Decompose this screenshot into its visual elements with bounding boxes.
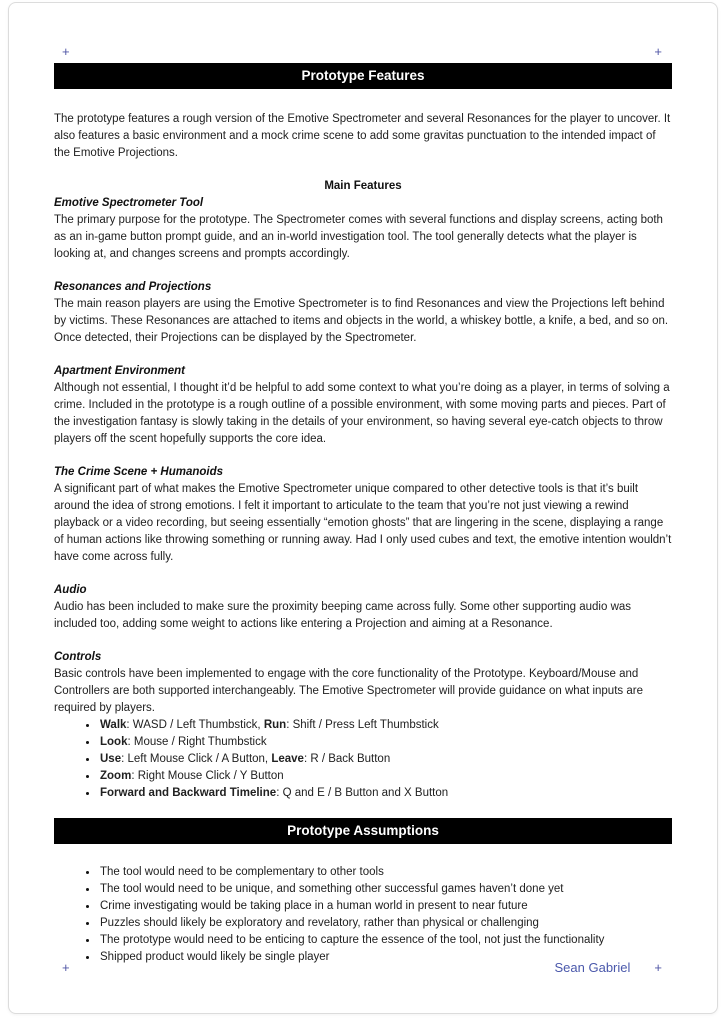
section-apartment-environment xyxy=(54,363,672,448)
bullet-text: The tool would need to be unique, and something other successful games haven’t done yet xyxy=(100,883,564,895)
footer-author: Sean Gabriel xyxy=(554,960,631,975)
assumptions-banner-title: Prototype Assumptions xyxy=(287,823,439,838)
margin-marker-bottom-left-icon: + xyxy=(62,960,70,975)
bullet-text: : R / Back Button xyxy=(303,753,391,765)
bullet-item xyxy=(98,915,672,932)
bullet-term: Leave xyxy=(271,753,304,765)
bullet-text: Shipped product would likely be single player xyxy=(100,951,330,963)
bullet-term: Walk xyxy=(100,719,127,731)
bullet-text: : Left Mouse Click / A Button, xyxy=(121,753,272,765)
bullet-text: : WASD / Left Thumbstick, xyxy=(126,719,264,731)
bullet-text: : Right Mouse Click / Y Button xyxy=(131,770,284,782)
top-margin-markers xyxy=(54,45,672,59)
section-title: Emotive Spectrometer Tool xyxy=(54,197,204,209)
margin-marker-top-right-icon: + xyxy=(654,44,662,59)
section-title: Apartment Environment xyxy=(54,365,185,377)
section-title: Controls xyxy=(54,651,102,663)
bullet-item xyxy=(98,785,672,802)
section-crime-scene-humanoids xyxy=(54,464,672,566)
bullet-item xyxy=(98,898,672,915)
bullet-item xyxy=(98,881,672,898)
margin-marker-bottom-right-icon: + xyxy=(654,960,662,975)
bullet-item xyxy=(98,864,672,881)
document-page xyxy=(8,2,718,1014)
bullet-term: Zoom xyxy=(100,770,132,782)
bullet-item xyxy=(98,932,672,949)
section-title: The Crime Scene + Humanoids xyxy=(54,466,224,478)
bullet-text: Puzzles should likely be exploratory and revelatory, rather than physical or challenging xyxy=(100,917,539,929)
section-resonances-and-projections xyxy=(54,279,672,347)
section-body: The main reason players are using the Emotive Spectrometer is to find Resonances and view the Projections left behind by victims. These Resonances are attached to items and objects in the world, a whiskey bottle, a knife, a bed, and so on. Once detected, their Projections can be displayed by the Spectrometer. xyxy=(54,298,669,344)
intro-paragraph: The prototype features a rough version of the Emotive Spectrometer and several Resonances for the player to uncover. It also features a basic environment and a mock crime scene to add some gravitas punctuation to the intended impact of the Emotive Projections. xyxy=(54,113,671,159)
bullet-item xyxy=(98,751,672,768)
bullet-term: Look xyxy=(100,736,128,748)
bullet-text: : Mouse / Right Thumbstick xyxy=(127,736,267,748)
assumptions-bullet-list xyxy=(54,864,672,966)
bullet-term: Run xyxy=(263,719,287,731)
section-body: Although not essential, I thought it’d be helpful to add some context to what you’re doing as a player, in terms of solving a crime. Included in the prototype is a rough outline of a possible environment, with some moving parts and pieces. Part of the investigation fantasy is slowly taking in the details of your environment, so having several eye-catch objects to throw players off the scent hopefully supports the core idea. xyxy=(54,382,670,445)
section-body: A significant part of what makes the Emotive Spectrometer unique compared to other detective tools is that it’s built around the idea of strong emotions. I felt it important to articulate to the team that you’re not just viewing a rewind playback or a video recording, but seeing essentially “emotion ghosts” that are lingering in the scene, displaying a range of human actions like throwing something or running away. Had I only used cubes and text, the emotive intention wouldn’t have come across fully. xyxy=(54,483,672,563)
bullet-text: Crime investigating would be taking place in a human world in present to near future xyxy=(100,900,528,912)
bullet-text: : Q and E / B Button and X Button xyxy=(276,787,449,799)
section-body: Basic controls have been implemented to engage with the core functionality of the Prototype. Keyboard/Mouse and Controllers are both supported interchangeably. The Emotive Spectrometer will provide guidance on what inputs are required by players. xyxy=(54,668,643,714)
section-audio xyxy=(54,582,672,633)
bullet-item xyxy=(98,717,672,734)
section-body: The primary purpose for the prototype. The Spectrometer comes with several functions and display screens, acting both as an in-game button prompt guide, and an in-world investigation tool. The tool generally detects what the player is looking at, and changes screens and prompts accordingly. xyxy=(54,214,663,260)
bullet-term: Forward and Backward Timeline xyxy=(100,787,277,799)
features-banner-title: Prototype Features xyxy=(301,68,425,83)
section-emotive-spectrometer-tool xyxy=(54,195,672,263)
controls-bullet-list xyxy=(54,717,672,802)
assumptions-banner xyxy=(54,818,672,844)
bullet-term: Use xyxy=(100,753,122,765)
features-banner xyxy=(54,63,672,89)
section-title: Audio xyxy=(54,584,87,596)
bullet-item xyxy=(98,734,672,751)
main-features-heading: Main Features xyxy=(324,180,402,192)
section-controls xyxy=(54,649,672,717)
bullet-text: The prototype would need to be enticing to capture the essence of the tool, not just the functionality xyxy=(100,934,605,946)
bullet-text: : Shift / Press Left Thumbstick xyxy=(286,719,439,731)
bullet-text: The tool would need to be complementary to other tools xyxy=(100,866,384,878)
page-footer xyxy=(54,960,672,975)
section-title: Resonances and Projections xyxy=(54,281,212,293)
section-body: Audio has been included to make sure the proximity beeping came across fully. Some other supporting audio was included too, adding some weight to actions like entering a Projection and aiming at a Resonance. xyxy=(54,601,632,630)
margin-marker-top-left-icon: + xyxy=(62,44,70,59)
bullet-item xyxy=(98,768,672,785)
